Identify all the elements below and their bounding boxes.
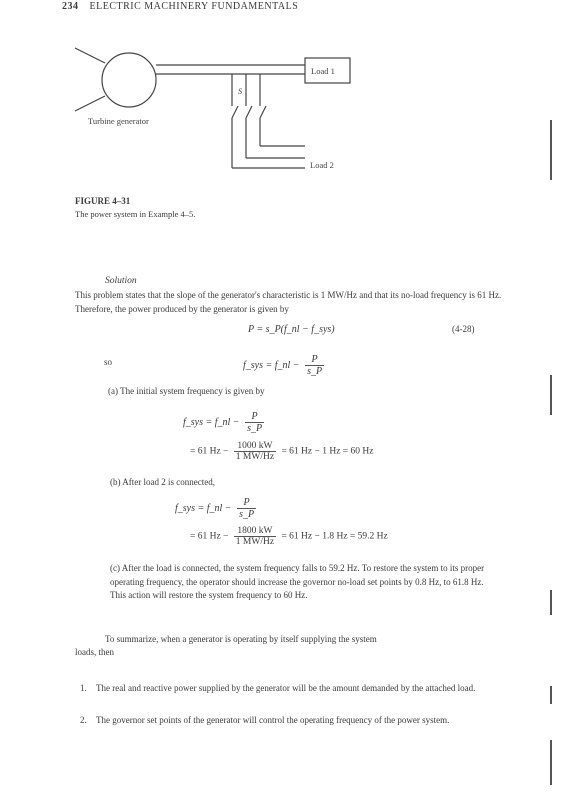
- margin-mark: [550, 686, 552, 704]
- part-a-text: (a) The initial system frequency is given by: [108, 386, 265, 396]
- equation-a1: [183, 411, 267, 434]
- margin-mark: [550, 590, 552, 615]
- margin-mark: [550, 375, 552, 415]
- so-label: so: [104, 357, 113, 367]
- eqa2-den: 1 MW/Hz: [235, 452, 275, 462]
- margin-mark: [550, 740, 552, 785]
- eq2-den: s_P: [307, 366, 323, 377]
- solution-intro: This problem states that the slope of the generator's characteristic is 1 MW/Hz and that its no-load frequency is 61 Hz. Therefore, the power produced by the generator is given by: [75, 290, 502, 314]
- page-number: 234: [62, 1, 79, 12]
- load-2-label: Load 2: [310, 160, 334, 170]
- figure-caption: The power system in Example 4–5.: [75, 209, 196, 219]
- power-system-diagram: [60, 28, 360, 198]
- equation-b2: [190, 526, 388, 547]
- part-c-text: (c) After the load is connected, the system frequency falls to 59.2 Hz. To restore the system to its proper operating frequency, the operator should increase the governor no-load set points by 0.8 Hz, to 61.8 Hz. This action will restore the system frequency to 60 Hz.: [110, 563, 485, 600]
- equation-number: (4-28): [452, 324, 475, 334]
- switch-label: S: [238, 87, 242, 96]
- page-header: [62, 1, 298, 12]
- list-item: [80, 682, 500, 696]
- eqb1-den: s_P: [239, 509, 255, 520]
- eqa2-rhs: = 61 Hz − 1 Hz = 60 Hz: [281, 446, 374, 457]
- generator-circle: [102, 53, 156, 107]
- eqa2-lhs: = 61 Hz −: [190, 446, 229, 457]
- equation-b1: [175, 497, 259, 520]
- solution-heading: Solution: [105, 276, 137, 286]
- list-item-text: The real and reactive power supplied by the generator will be the amount demanded by the attached load.: [96, 683, 476, 693]
- figure-label: FIGURE 4–31: [75, 196, 131, 206]
- list-item-number: 2.: [80, 715, 87, 725]
- equation-a2: [190, 441, 374, 462]
- eqb2-rhs: = 61 Hz − 1.8 Hz = 59.2 Hz: [281, 531, 388, 542]
- margin-mark: [550, 120, 552, 180]
- eqa1-lhs: f_sys = f_nl −: [183, 416, 240, 428]
- summary-intro-line2: loads, then: [75, 647, 114, 657]
- summary-intro-line1: To summarize, when a generator is operating by itself supplying the system: [105, 634, 377, 644]
- generator-label: Turbine generator: [88, 116, 149, 126]
- eqa1-den: s_P: [247, 423, 263, 434]
- switch-blade-2: [246, 106, 252, 118]
- eqb2-num: 1800 kW: [234, 526, 276, 537]
- eqb2-den: 1 MW/Hz: [235, 537, 275, 547]
- equation-frequency: [243, 354, 327, 377]
- eqb2-fraction: [234, 526, 276, 547]
- eq2-num: P: [305, 354, 324, 366]
- prime-mover-line-1: [75, 48, 105, 63]
- switch-blade-1: [232, 106, 238, 118]
- eqb1-num: P: [237, 497, 256, 509]
- switch-blade-3: [260, 106, 266, 118]
- eqb1-fraction: [237, 497, 256, 520]
- load-1-label: Load 1: [311, 66, 335, 76]
- part-b-text: (b) After load 2 is connected,: [110, 477, 215, 487]
- eqa2-num: 1000 kW: [234, 441, 276, 452]
- list-item-number: 1.: [80, 683, 87, 693]
- prime-mover-line-2: [75, 96, 105, 111]
- eqa2-fraction: [234, 441, 276, 462]
- eq2-fraction: [305, 354, 324, 377]
- eqb1-lhs: f_sys = f_nl −: [175, 502, 232, 514]
- list-item: [80, 714, 500, 728]
- equation-power: P = s_P(f_nl − f_sys): [248, 324, 335, 335]
- eqb2-lhs: = 61 Hz −: [190, 531, 229, 542]
- running-title: ELECTRIC MACHINERY FUNDAMENTALS: [89, 1, 299, 12]
- list-item-text: The governor set points of the generator will control the operating frequency of the power system.: [96, 715, 450, 725]
- eqa1-fraction: [245, 411, 264, 434]
- eq2-lhs: f_sys = f_nl −: [243, 359, 300, 371]
- eqa1-num: P: [245, 411, 264, 423]
